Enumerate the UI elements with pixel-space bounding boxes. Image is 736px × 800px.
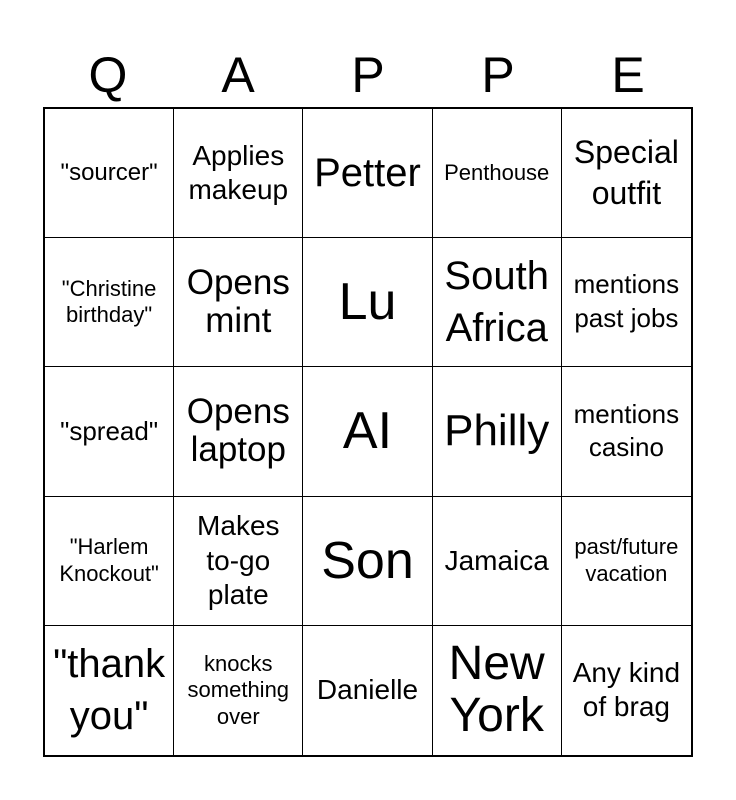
- bingo-cell-r1c2[interactable]: [174, 109, 303, 238]
- bingo-cell-label: Son: [321, 531, 414, 590]
- bingo-cell-label: Special outfit: [573, 133, 679, 212]
- header-letter-5: E: [611, 47, 645, 103]
- bingo-cell-label: mentions past jobs: [573, 269, 680, 334]
- bingo-cell-r5c4[interactable]: [433, 626, 562, 755]
- bingo-cell-label: "Christine birthday": [61, 275, 157, 328]
- bingo-cell-label: South Africa: [444, 254, 549, 351]
- bingo-cell-label: New York: [448, 636, 545, 743]
- header-letter-2: A: [221, 47, 255, 103]
- bingo-cell-r4c5[interactable]: [562, 497, 691, 626]
- bingo-cell-r1c1[interactable]: [45, 109, 174, 238]
- bingo-cell-label: "Harlem Knockout": [59, 534, 159, 586]
- bingo-cell-r4c2[interactable]: [174, 497, 303, 626]
- bingo-cell-r2c4[interactable]: [433, 238, 562, 367]
- bingo-cell-label: past/future vacation: [574, 534, 679, 586]
- bingo-board: [43, 107, 693, 757]
- bingo-cell-r2c2[interactable]: [174, 238, 303, 367]
- bingo-cell-r1c4[interactable]: [433, 109, 562, 238]
- bingo-cell-r3c2[interactable]: [174, 367, 303, 496]
- bingo-cell-r2c3[interactable]: [303, 238, 432, 367]
- bingo-cell-label: Jamaica: [444, 544, 549, 576]
- bingo-cell-r3c1[interactable]: [45, 367, 174, 496]
- bingo-cell-label: mentions casino: [573, 398, 680, 463]
- bingo-cell-label: Lu: [338, 273, 397, 332]
- bingo-cell-label: Makes to-go plate: [197, 510, 280, 610]
- bingo-cell-label: Philly: [444, 406, 550, 456]
- bingo-cell-label: Petter: [314, 151, 421, 196]
- bingo-cell-label: Applies makeup: [188, 139, 289, 206]
- bingo-cell-r3c4[interactable]: [433, 367, 562, 496]
- bingo-cell-label: Opens mint: [186, 262, 290, 341]
- bingo-cell-label: Opens laptop: [186, 391, 290, 470]
- bingo-cell-label: knocks something over: [187, 650, 290, 729]
- bingo-cell-r5c5[interactable]: [562, 626, 691, 755]
- bingo-cell-r1c3[interactable]: [303, 109, 432, 238]
- bingo-cell-r2c5[interactable]: [562, 238, 691, 367]
- header-letter-1: Q: [88, 47, 128, 103]
- bingo-cell-r2c1[interactable]: [45, 238, 174, 367]
- bingo-cell-label: "thank you": [53, 642, 166, 739]
- bingo-cell-label: Penthouse: [444, 159, 550, 185]
- bingo-cell-r4c1[interactable]: [45, 497, 174, 626]
- bingo-cell-label: Any kind of brag: [572, 657, 681, 723]
- header-letter-4: P: [481, 47, 515, 103]
- bingo-cell-r5c2[interactable]: [174, 626, 303, 755]
- bingo-cell-r5c1[interactable]: [45, 626, 174, 755]
- bingo-cell-r1c5[interactable]: [562, 109, 691, 238]
- bingo-cell-label: AI: [342, 402, 393, 461]
- bingo-cell-r4c3[interactable]: [303, 497, 432, 626]
- bingo-cell-label: Danielle: [316, 674, 419, 706]
- bingo-cell-r3c3[interactable]: [303, 367, 432, 496]
- bingo-cell-r5c3[interactable]: [303, 626, 432, 755]
- header-letter-3: P: [351, 47, 385, 103]
- bingo-header: [43, 44, 693, 106]
- bingo-cell-r4c4[interactable]: [433, 497, 562, 626]
- bingo-cell-label: "spread": [60, 415, 159, 446]
- bingo-cell-r3c5[interactable]: [562, 367, 691, 496]
- bingo-cell-label: "sourcer": [60, 159, 158, 187]
